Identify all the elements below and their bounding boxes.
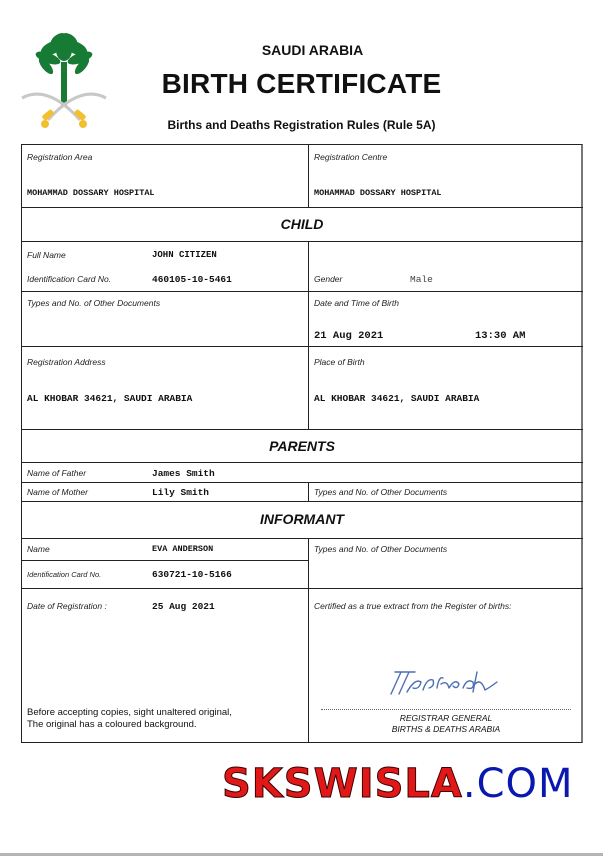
father-label: Name of Father [27, 468, 87, 478]
document-title: BIRTH CERTIFICATE [161, 68, 442, 99]
child-address-value: AL KHOBAR 34621, SAUDI ARABIA [27, 393, 193, 404]
divider [21, 291, 583, 292]
informant-id-value: 630721-10-5166 [152, 569, 232, 580]
child-gender-label: Gender [314, 274, 343, 284]
divider [21, 482, 583, 483]
divider [21, 207, 583, 208]
parents-other-docs-label: Types and No. of Other Documents [314, 487, 448, 497]
child-dob-label: Date and Time of Birth [314, 298, 399, 308]
divider [21, 501, 583, 502]
child-full-name-value: JOHN CITIZEN [152, 250, 217, 260]
child-gender-value: Male [410, 274, 433, 285]
divider [308, 144, 309, 207]
date-of-registration-label: Date of Registration : [27, 601, 107, 611]
watermark-part-2: .COM [462, 761, 574, 807]
divider [21, 346, 583, 347]
mother-label: Name of Mother [27, 487, 88, 497]
original-note-line-2: The original has a coloured background. [27, 719, 197, 730]
registrar-title-line-2: BIRTHS & DEATHS ARABIA [391, 724, 501, 734]
divider [21, 588, 583, 589]
divider [308, 482, 309, 501]
date-of-registration-value: 25 Aug 2021 [152, 601, 215, 612]
registrar-signature [385, 664, 505, 700]
country-heading: SAUDI ARABIA [261, 42, 364, 58]
child-address-label: Registration Address [27, 357, 106, 367]
section-title-informant: INFORMANT [260, 511, 344, 527]
divider [308, 538, 309, 743]
divider [21, 538, 583, 539]
child-other-docs-label: Types and No. of Other Documents [27, 298, 161, 308]
section-title-child: CHILD [280, 216, 324, 232]
site-watermark [222, 761, 574, 807]
divider [21, 560, 308, 561]
informant-id-label: Identification Card No. [27, 570, 102, 579]
mother-value: Lily Smith [152, 487, 210, 498]
registration-centre-value: MOHAMMAD DOSSARY HOSPITAL [314, 188, 442, 198]
divider [21, 462, 583, 463]
informant-name-label: Name [27, 544, 50, 554]
watermark-part-1: SKSWISLA [222, 761, 463, 807]
registration-centre-label: Registration Centre [314, 152, 388, 162]
registrar-title-line-1: REGISTRAR GENERAL [399, 713, 493, 723]
father-value: James Smith [152, 468, 215, 479]
registration-area-label: Registration Area [27, 152, 93, 162]
child-full-name-label: Full Name [27, 250, 66, 260]
informant-other-docs-label: Types and No. of Other Documents [314, 544, 448, 554]
child-place-value: AL KHOBAR 34621, SAUDI ARABIA [314, 393, 480, 404]
section-title-parents: PARENTS [269, 438, 335, 454]
rule-subtitle: Births and Deaths Registration Rules (Rule 5A) [167, 118, 436, 132]
informant-name-value: EVA ANDERSON [152, 544, 214, 554]
child-id-label: Identification Card No. [27, 274, 112, 284]
child-id-value: 460105-10-5461 [152, 274, 232, 285]
child-dob-time: 13:30 AM [475, 330, 526, 342]
original-note-line-1: Before accepting copies, sight unaltered original, [27, 707, 232, 718]
divider [21, 241, 583, 242]
registration-area-value: MOHAMMAD DOSSARY HOSPITAL [27, 188, 155, 198]
divider [308, 241, 309, 429]
signature-line [321, 709, 571, 710]
certified-text: Certified as a true extract from the Register of births: [314, 601, 512, 611]
child-dob-date: 21 Aug 2021 [314, 330, 384, 342]
divider [21, 429, 583, 430]
child-place-label: Place of Birth [314, 357, 365, 367]
